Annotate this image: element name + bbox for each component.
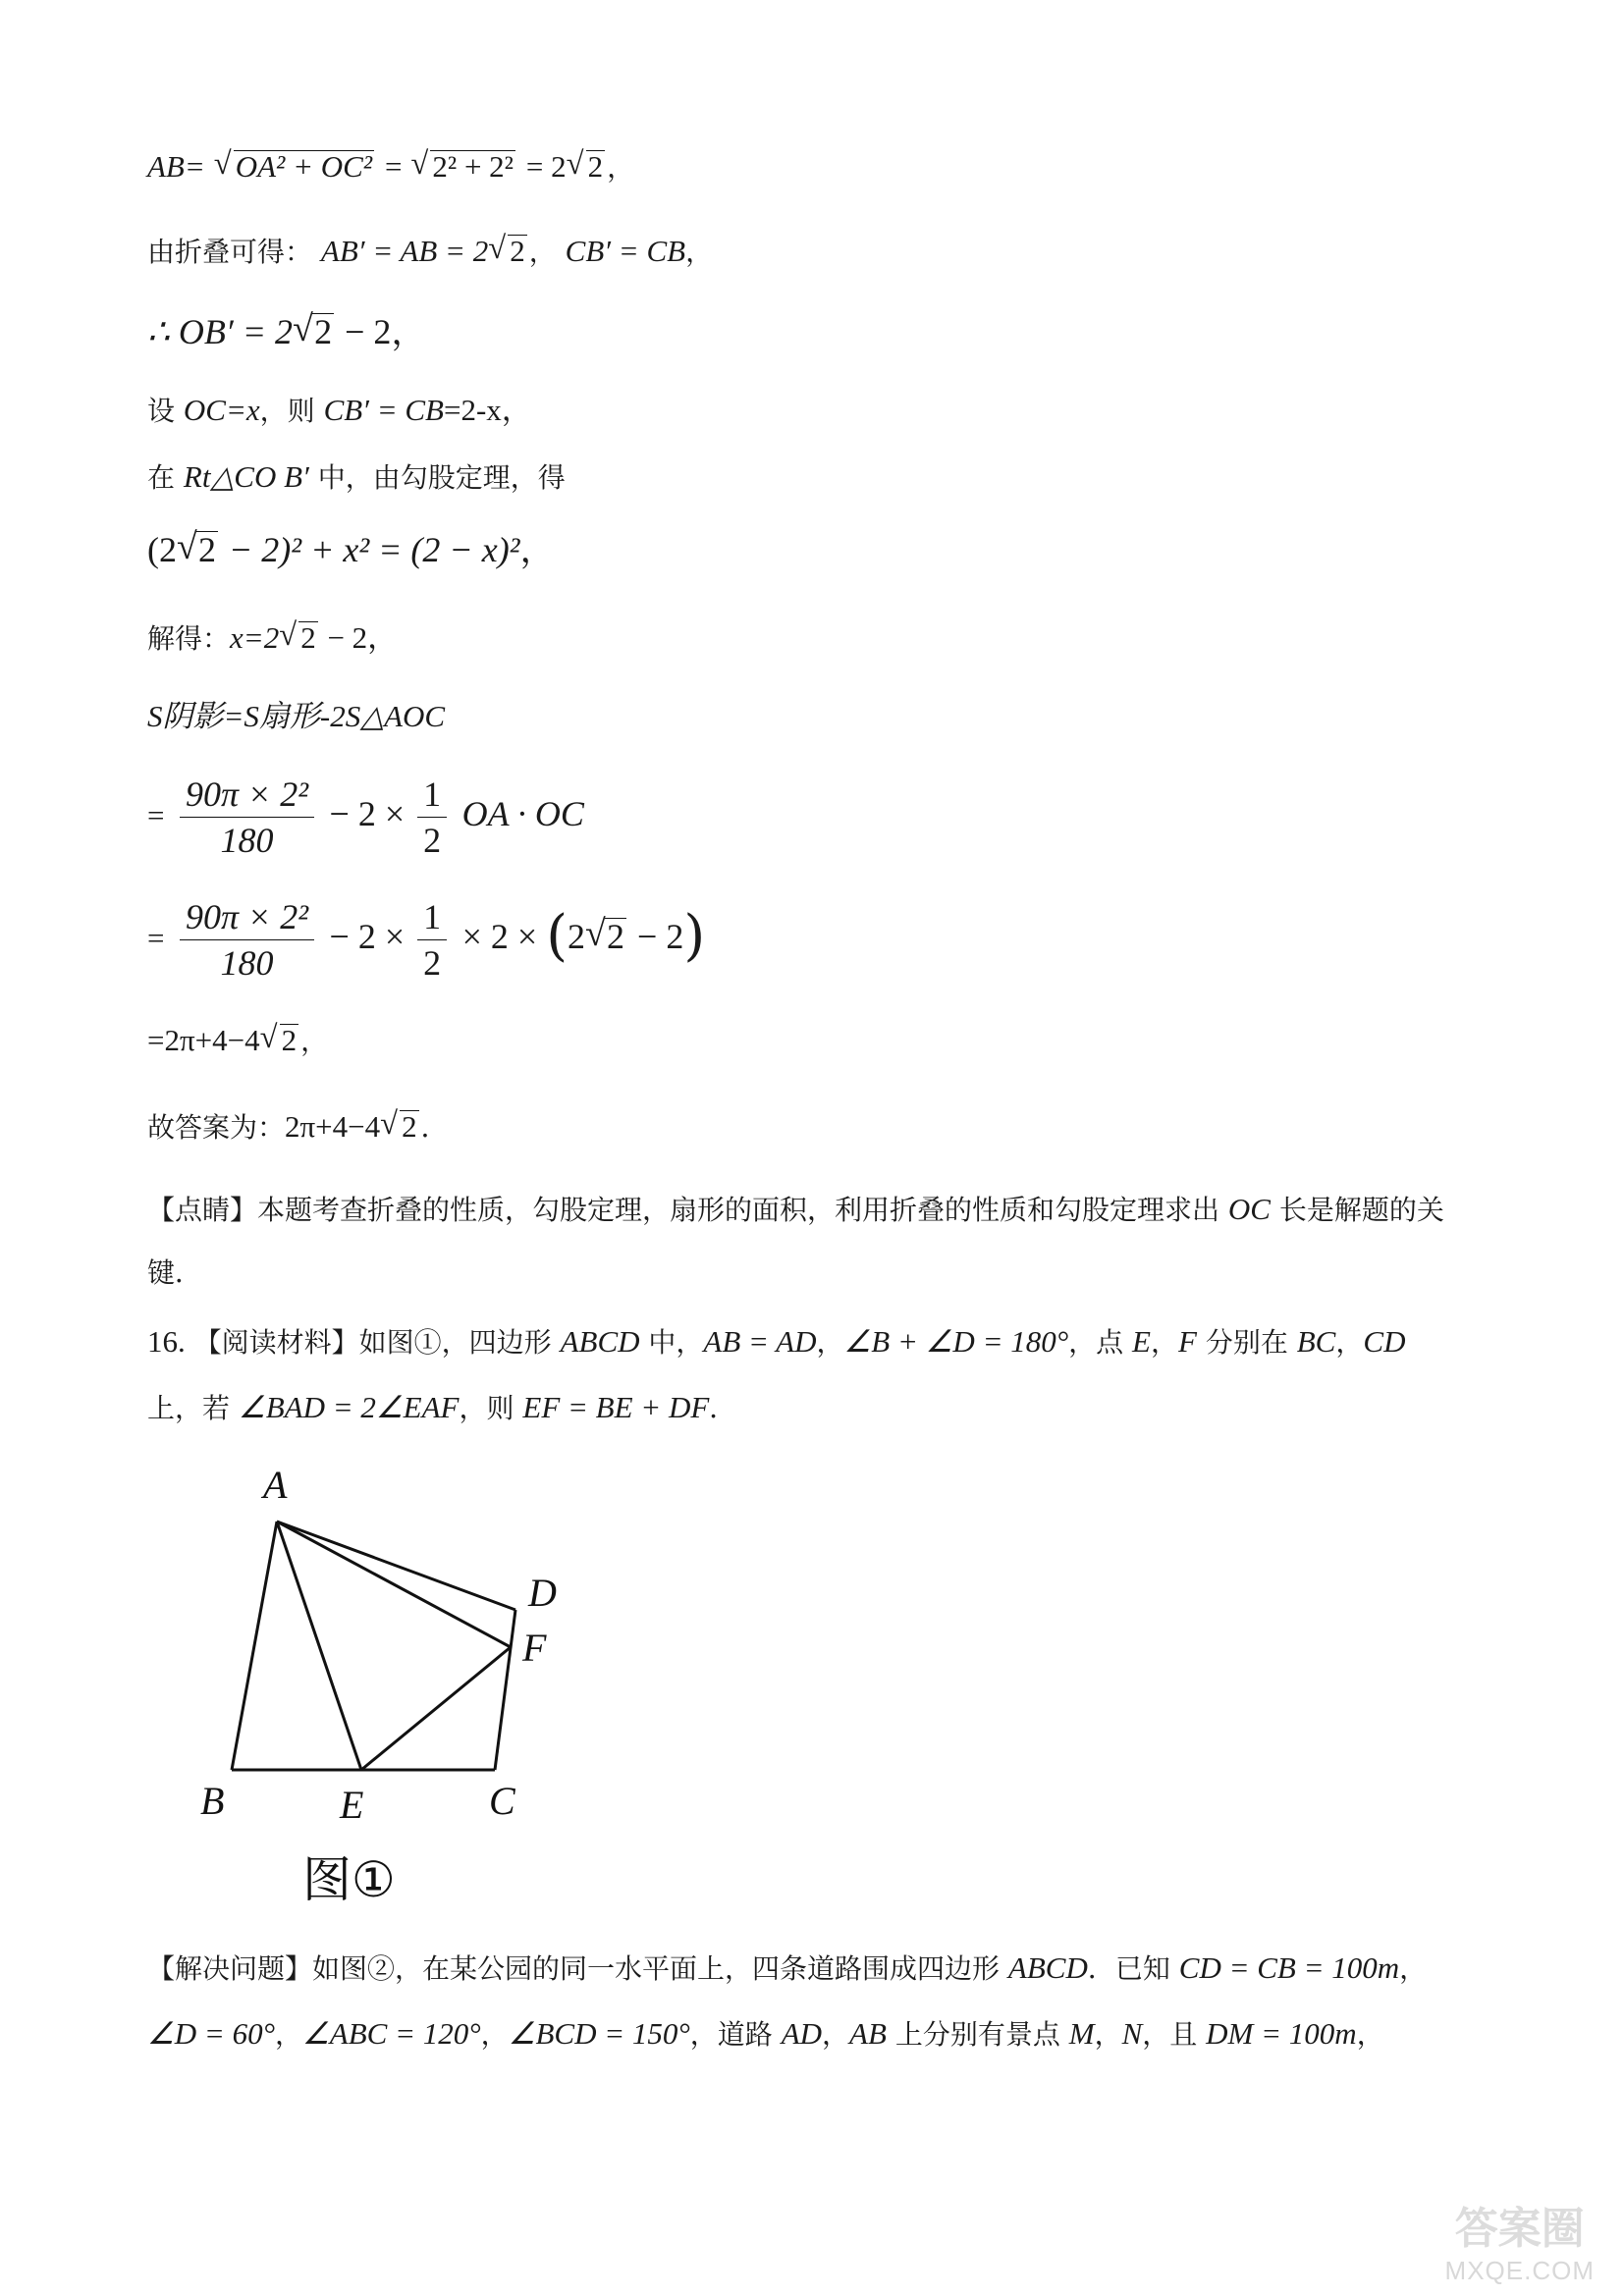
fold-line [147,232,713,272]
q16-m8: ∠BAD = 2∠EAF [238,1390,460,1424]
area2-denominator: 180 [220,942,274,983]
fold-math: AB′ = AB = 2 [320,234,489,268]
solve-math: x=2 [230,620,280,655]
fold-math-2: CB′ = CB [565,234,686,268]
label-a: A [263,1463,288,1507]
figure-1-diagram [177,1443,609,1914]
solve-text-2: ．已知 [1087,1952,1179,1985]
q16-line2c: ． [709,1392,737,1424]
let-math: OC=x [183,393,260,427]
answer-value: 2π+4−4 [285,1109,381,1144]
q16-line2a: 上，若 [147,1392,239,1424]
edge-ef [361,1647,511,1770]
answer-prefix: 故答案为： [147,1111,286,1144]
fold-sep: ， [528,236,557,268]
solve-text-4: ， [275,2018,303,2051]
solve-tail: − 2， [319,620,399,655]
ab-radical-3 [567,147,606,187]
q16-text-7: ， [1335,1326,1364,1359]
result-line [147,1021,328,1061]
q16-text-5: ， [1150,1326,1178,1359]
figure-caption: 图① [302,1851,396,1908]
eq-tail: ， [519,530,556,570]
solve-text-10: ，且 [1142,2018,1207,2051]
area-step-1 [147,766,584,864]
solve-m1: ABCD [1007,1950,1088,1985]
area2-mid: − 2 × [329,917,414,956]
q16-text-3: ， [816,1326,844,1359]
solve-text-6: ，道路 [689,2018,782,2051]
area2-paren-in: 2 [568,917,586,956]
result-prefix: =2π+4−4 [147,1023,260,1057]
area1-mid: − 2 × [329,794,414,833]
ab-eq: = [385,149,403,184]
solve-m10: DM = 100m [1206,2016,1357,2051]
q16-m3: ∠B + ∠D = 180° [843,1324,1069,1359]
half-numerator-1: 1 [417,772,447,818]
area2-eq: = [147,921,165,955]
comment-text-2: 长是解题的关 [1271,1194,1444,1226]
solve-m7: AB [849,2016,887,2051]
rt-line [147,457,566,498]
area1-eq: = [147,798,165,832]
ab-radicand-3: 2 [587,149,604,184]
label-e: E [340,1783,364,1827]
q16-m4: E [1132,1324,1151,1359]
solve-line [147,618,398,659]
area2-fraction [180,894,314,986]
eq-radicand: 2 [198,530,216,569]
rt-tail: 中，由勾股定理，得 [308,461,566,494]
eq-left: (2 [147,530,177,569]
watermark-logo: 答案圈 [1454,2205,1585,2253]
edge-ab [232,1522,277,1770]
solve-radicand: 2 [300,620,316,655]
label-d: D [528,1571,557,1615]
let-tail: =2-x， [444,393,532,427]
solve-text-1: 如图②，在某公园的同一水平面上，四条道路围成四边形 [312,1952,1008,1985]
solve-radical [279,618,318,658]
fold-tail: ， [685,236,714,268]
let-line [147,391,532,431]
q16-text-2: 中， [639,1326,704,1359]
ab-radical-2 [410,147,515,187]
figure-1 [177,1443,609,1914]
label-f: F [522,1626,547,1670]
q16-m7: CD [1363,1324,1406,1359]
area1-denominator: 180 [220,820,274,860]
solve-text-11: ， [1356,2018,1384,2051]
solve-text-8: 上分别有景点 [886,2018,1069,2051]
pythag-equation [147,530,556,570]
edge-da [277,1522,515,1610]
rt-math: Rt△CO B′ [183,459,309,494]
q16-text-6: 分别在 [1196,1326,1297,1359]
ab-radical-1 [214,147,374,187]
result-radical [260,1021,299,1060]
ab-lhs: AB= [147,149,205,184]
watermark-url: MXQE.COM [1444,2256,1595,2285]
solve-m4: ∠ABC = 120° [302,2016,481,2051]
solve-text-7: ， [822,2018,850,2051]
comment-tag: 【点睛】 [147,1194,258,1226]
ab-radicand-1: OA² + OC² [235,149,373,184]
ab-line [147,147,634,187]
q16-solve [147,1936,1522,2067]
let-prefix: 设 [147,395,184,427]
solve-m2: CD = CB = 100m [1178,1950,1400,1985]
ab-tail: ， [607,151,635,184]
answer-tail: ． [420,1111,449,1144]
fold-radical [488,232,527,271]
area2-tail: × 2 × [461,917,547,956]
edge-cd [495,1610,515,1770]
q16-line2b: ，则 [459,1392,523,1424]
result-tail: ， [300,1025,329,1057]
q16-text-4: ，点 [1068,1326,1133,1359]
area1-tail: OA · OC [461,794,584,833]
solve-m9: N [1121,2016,1143,2051]
q16-m6: BC [1296,1324,1336,1359]
q16-m9: EF = BE + DF [522,1390,710,1424]
fold-radicand: 2 [510,234,525,268]
half-denominator-1: 2 [423,820,442,860]
area-step-2 [147,888,705,987]
label-b: B [200,1779,225,1823]
area-formula-text: S阴影=S扇形-2S△AOC [147,699,446,733]
comment-text-1: 本题考查折叠的性质，勾股定理，扇形的面积，利用折叠的性质和勾股定理求出 [257,1194,1228,1226]
half-fraction-2 [417,894,447,986]
solve-text-5: ， [480,2018,509,2051]
half-fraction-1 [417,772,447,863]
area1-numerator: 90π × 2² [180,772,314,818]
area2-radicand: 2 [607,917,625,956]
therefore-radical [293,312,334,351]
eq-radical [177,530,218,569]
area2-radical [585,888,626,985]
area1-fraction [180,772,314,863]
fold-prefix: 由折叠可得： [147,236,313,268]
half-numerator-2: 1 [417,894,447,940]
answer-line [147,1107,449,1148]
ab-radicand-2: 2² + 2² [432,149,514,184]
solve-prefix: 解得： [147,622,231,655]
q16-number: 16. [147,1324,186,1359]
solve-text-9: ， [1094,2018,1122,2051]
solve-m3: ∠D = 60° [147,2016,275,2051]
solve-m5: ∠BCD = 150° [508,2016,690,2051]
q16-m2: AB = AD [703,1324,817,1359]
rt-prefix: 在 [147,461,184,494]
area2-numerator: 90π × 2² [180,894,314,940]
comment-text-3: 键． [147,1256,203,1289]
eq-mid: − 2)² + x² = (2 − x)² [220,530,520,569]
half-denominator-2: 2 [423,942,442,983]
q16-m1: ABCD [560,1324,640,1359]
q16-tag: 【阅读材料】 [193,1326,359,1359]
therefore-tail: − 2， [336,312,427,351]
comment-math: OC [1227,1192,1271,1226]
solve-text-3: ， [1399,1952,1428,1985]
result-radicand: 2 [281,1023,298,1057]
answer-radicand: 2 [402,1109,417,1144]
area2-paren-tail: − 2 [628,917,684,956]
area-formula [147,697,445,737]
comment-block [147,1178,1502,1305]
therefore-line [147,312,426,352]
ab-result: = 2 [525,149,567,184]
q16-text-1: 如图①，四边形 [358,1326,561,1359]
q16-m5: F [1178,1324,1197,1359]
therefore-math: ∴ OB′ = 2 [147,312,294,351]
solve-m8: M [1068,2016,1095,2051]
q16-reading [147,1309,1512,1441]
let-math-2: CB′ = CB [323,393,444,427]
label-c: C [489,1779,515,1823]
solve-tag: 【解决问题】 [147,1952,313,1985]
therefore-radicand: 2 [314,312,333,351]
open-paren: ( [546,904,568,968]
watermark [1445,2193,1595,2286]
solve-m6: AD [781,2016,823,2051]
answer-radical [380,1107,419,1147]
let-mid: ，则 [259,395,324,427]
close-paren: ) [683,904,706,968]
